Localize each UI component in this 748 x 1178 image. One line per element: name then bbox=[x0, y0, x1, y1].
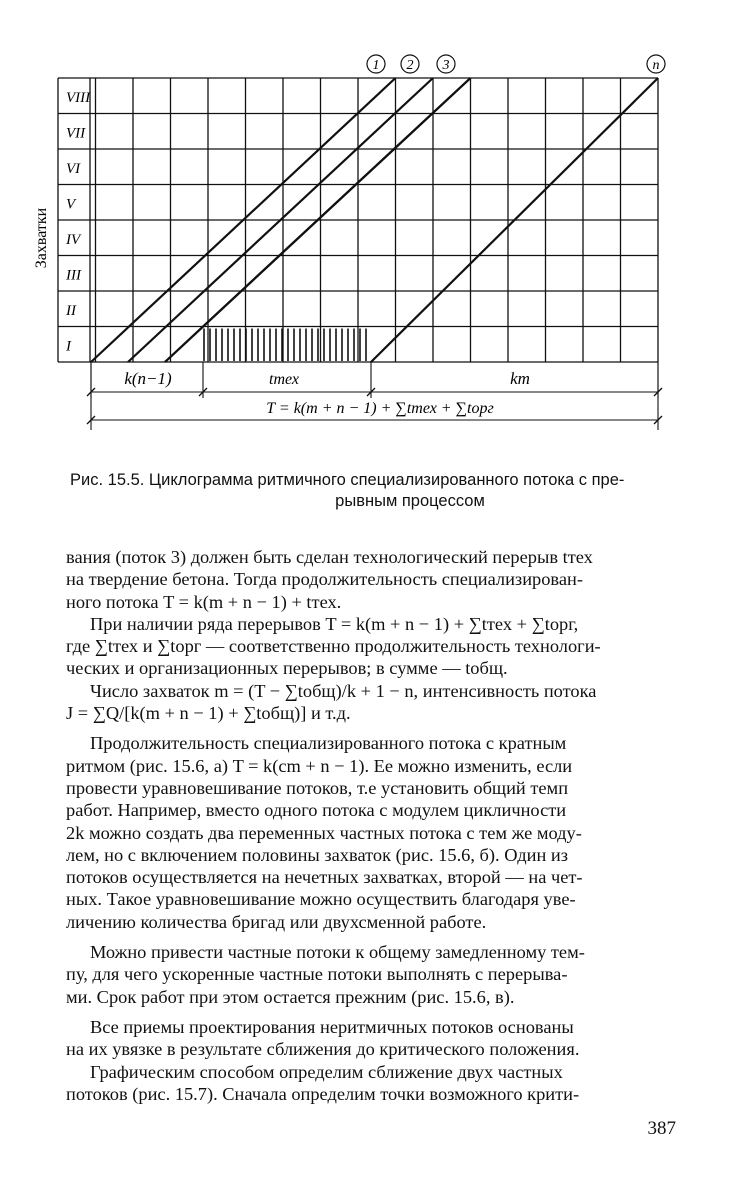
row-label: III bbox=[66, 267, 81, 284]
text-line: личению количества бригад или двухсменной работе. bbox=[66, 911, 487, 932]
text-line: Можно привести частные потоки к общему замедленному тем- bbox=[90, 942, 585, 963]
text-line: где ∑tтех и ∑tорг — соответственно продолжительность технологи- bbox=[66, 636, 601, 657]
cyclogram-figure bbox=[0, 0, 748, 460]
body-text bbox=[66, 546, 678, 1105]
text-line: вания (поток 3) должен быть сделан технологический перерыв tтех bbox=[66, 547, 593, 567]
stream-marker-label: n bbox=[652, 58, 660, 73]
text-line: лем, но с включением половины захваток (рис. 15.6, б). Один из bbox=[66, 844, 569, 865]
text-line: ми. Срок работ при этом остается прежним (рис. 15.6, в). bbox=[66, 986, 515, 1007]
figure-caption bbox=[70, 470, 690, 512]
dim-k-n-minus-1-label: k(n−1) bbox=[124, 369, 172, 388]
stream-marker-label: 1 bbox=[372, 58, 380, 73]
text-line: ных. Такое уравновешивание можно осуществить благодаря уве- bbox=[66, 889, 576, 910]
row-label: IV bbox=[66, 231, 81, 248]
row-label: II bbox=[66, 302, 76, 319]
text-line: ритмом (рис. 15.6, а) T = k(cm + n − 1). Ее можно изменить, если bbox=[66, 755, 573, 776]
text-line: ческих и организационных перерывов; в сумме — tобщ. bbox=[66, 658, 508, 679]
row-label: VI bbox=[66, 160, 81, 177]
stream-markers bbox=[367, 55, 665, 73]
text-line: J = ∑Q/[k(m + n − 1) + ∑tобщ)] и т.д. bbox=[66, 703, 351, 724]
text-line: ного потока T = k(m + n − 1) + tтех. bbox=[66, 591, 342, 612]
y-axis-label: Захватки bbox=[33, 207, 50, 269]
stream-marker-label: 2 bbox=[406, 58, 414, 73]
text-line: Все приемы проектирования неритмичных потоков основаны bbox=[90, 1016, 574, 1037]
text-line: 2k можно создать два переменных частных потока с тем же моду- bbox=[66, 822, 582, 843]
grid bbox=[58, 78, 658, 362]
dim-total-label: T = k(m + n − 1) + ∑tтех + ∑tорг bbox=[266, 400, 494, 417]
row-label: I bbox=[66, 338, 71, 355]
text-line: провести уравновешивание потоков, т.е установить общий темп bbox=[66, 777, 569, 798]
stream-marker-label: 3 bbox=[442, 58, 450, 73]
text-line: Число захваток m = (T − ∑tобщ)/k + 1 − n, интенсивность потока bbox=[90, 680, 597, 701]
tech-break-hatch bbox=[204, 329, 366, 362]
text-line: При наличии ряда перерывов T = k(m + n − 1) + ∑tтех + ∑tорг, bbox=[90, 613, 579, 634]
text-line: на их увязке в результате сближения до критического положения. bbox=[66, 1039, 580, 1060]
text-line: работ. Например, вместо одного потока с модулем цикличности bbox=[66, 800, 567, 821]
text-line: на твердение бетона. Тогда продолжительность специализирован- bbox=[66, 569, 583, 590]
text-line: пу, для чего ускоренные частные потоки выполнять с перерыва- bbox=[66, 964, 568, 985]
row-labels bbox=[65, 90, 91, 355]
text-line: Продолжительность специализированного потока с кратным bbox=[90, 733, 567, 754]
dim-km-label: km bbox=[510, 369, 530, 388]
row-label: VIII bbox=[66, 89, 91, 106]
text-line: потоков (рис. 15.7). Сначала определим точки возможного крити- bbox=[66, 1083, 580, 1104]
row-label: VII bbox=[66, 125, 86, 142]
caption-line-1: Рис. 15.5. Циклограмма ритмичного специализированного потока с пре- bbox=[70, 471, 625, 489]
caption-line-2: рывным процессом bbox=[335, 492, 485, 510]
dimension-lines bbox=[87, 362, 662, 430]
text-line: потоков осуществляется на нечетных захватках, второй — на чет- bbox=[66, 867, 583, 888]
page-number: 387 bbox=[647, 1118, 676, 1139]
row-label: V bbox=[66, 196, 76, 213]
text-line: Графическим способом определим сближение двух частных bbox=[90, 1061, 563, 1082]
dim-t-tech-label: tтех bbox=[269, 371, 299, 388]
stream-line bbox=[203, 78, 471, 327]
